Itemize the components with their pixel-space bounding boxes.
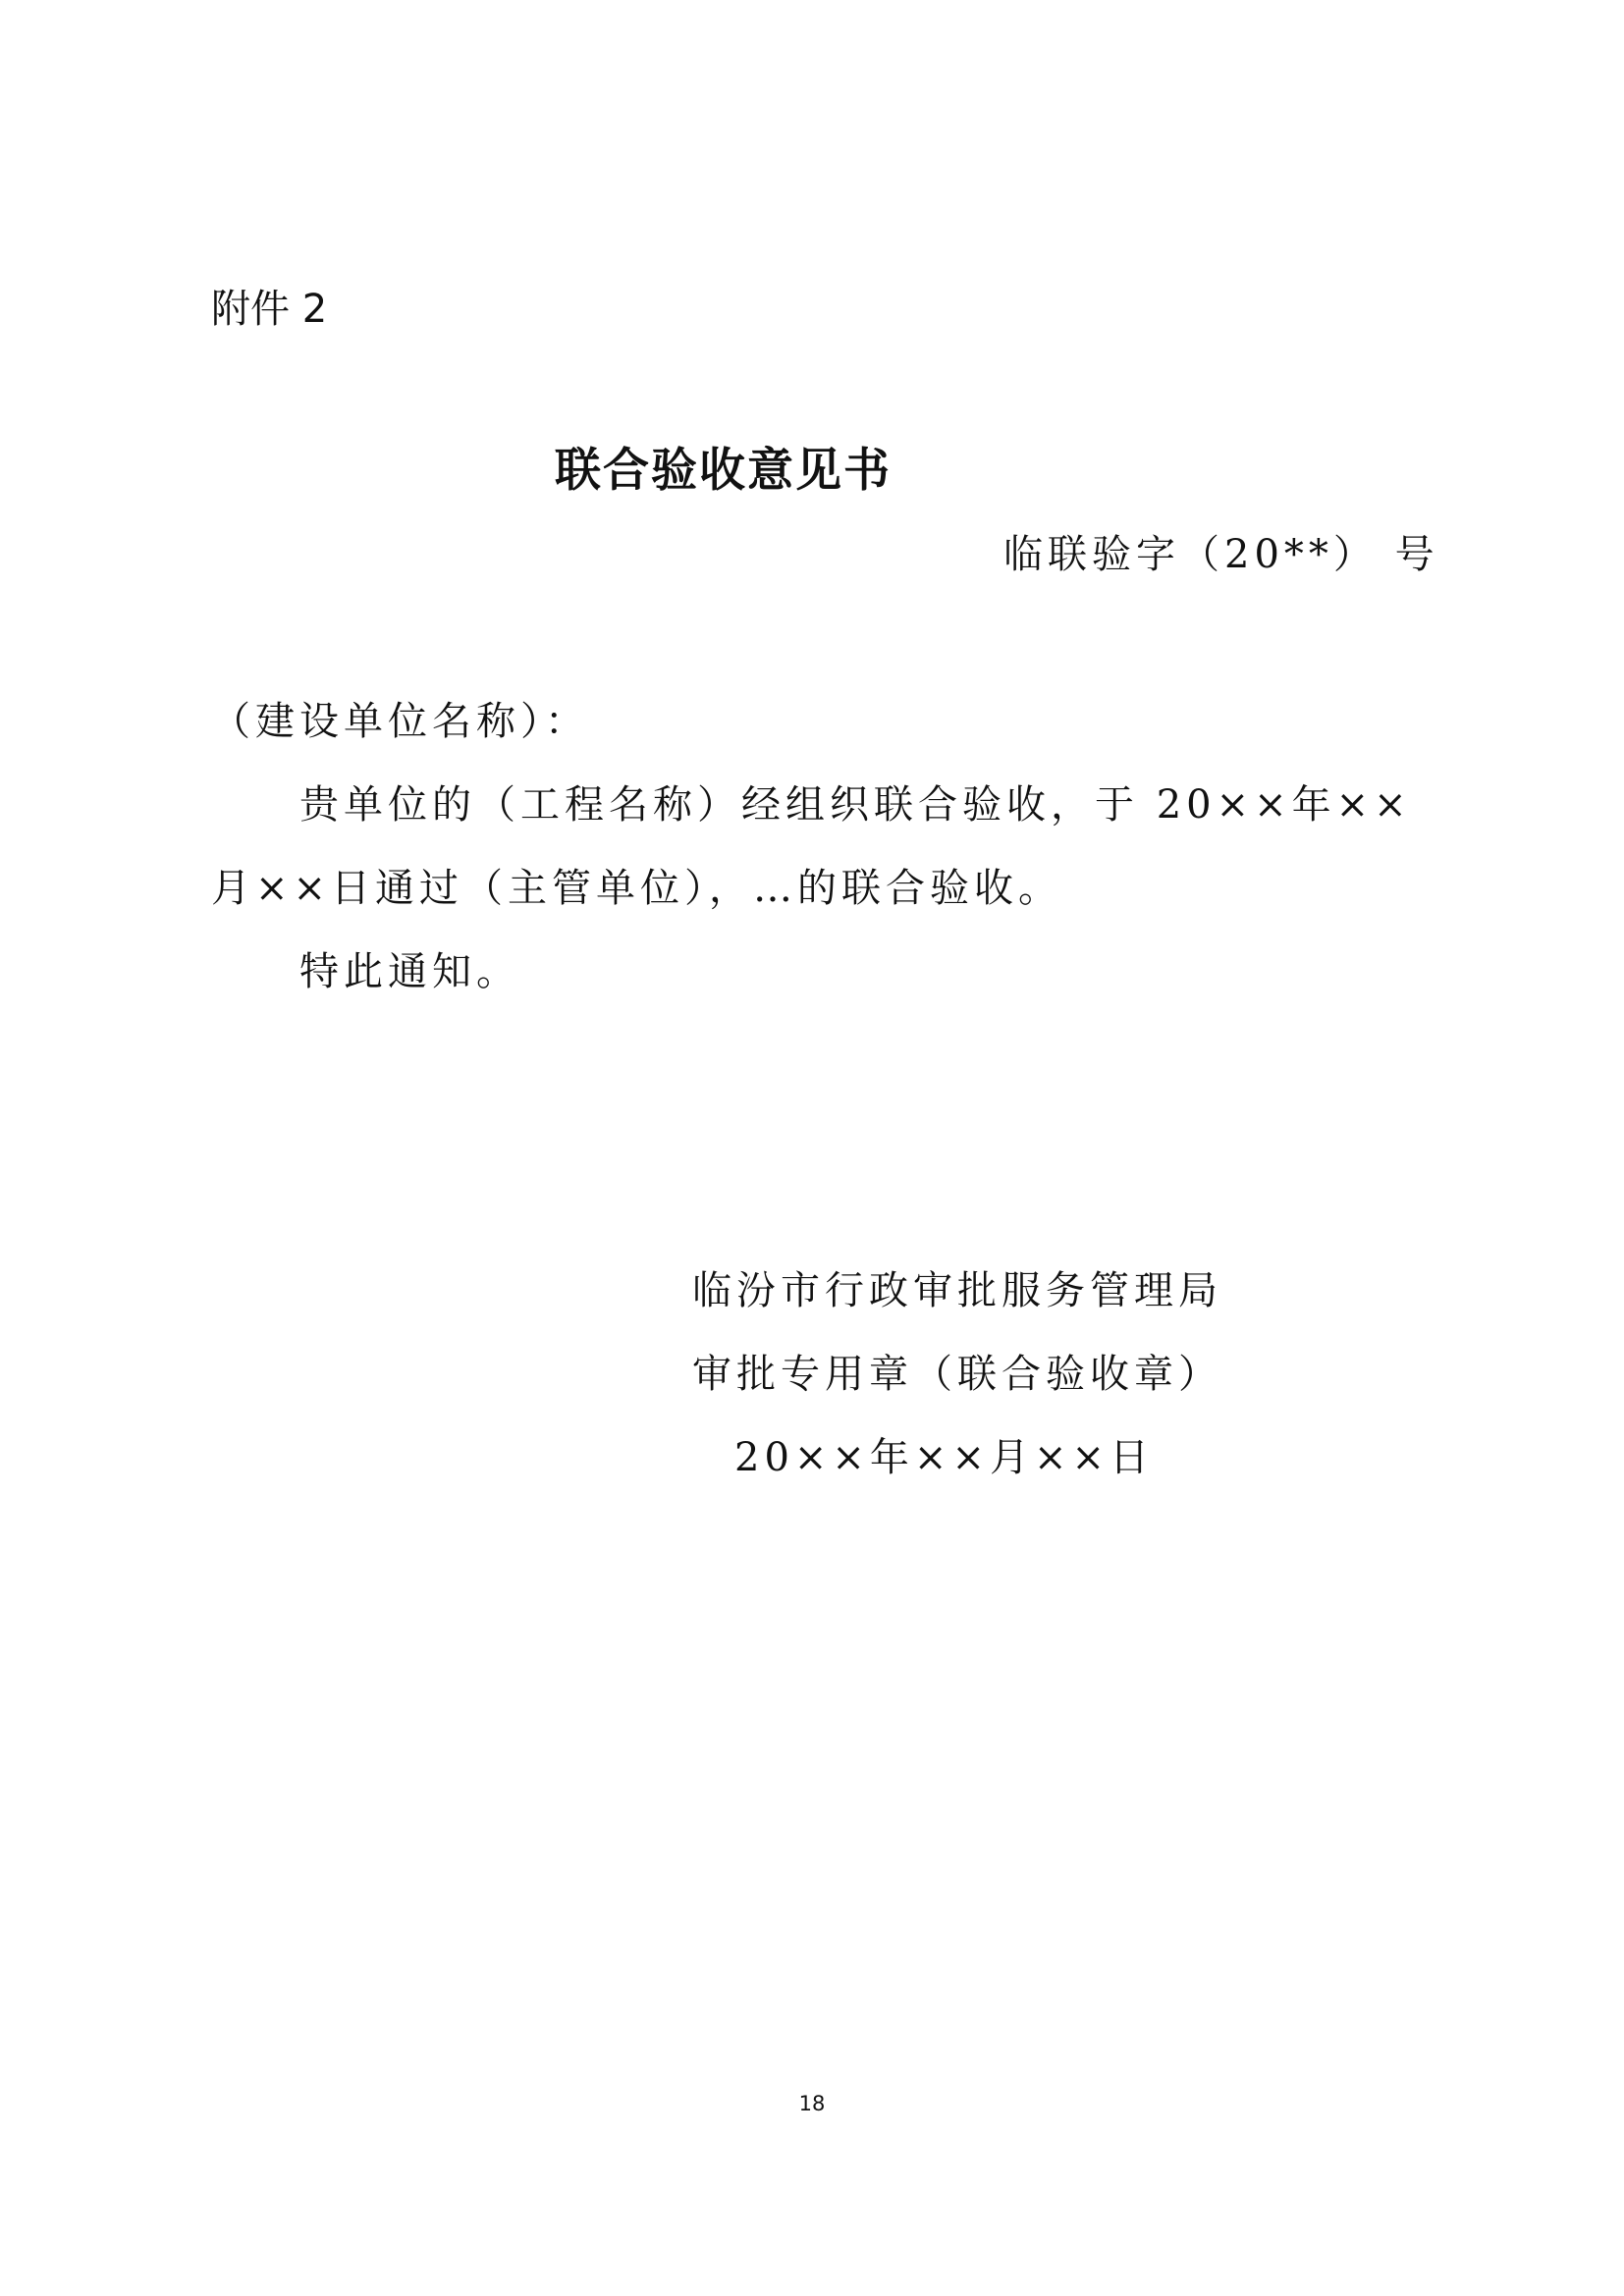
document-title: 联合验收意见书	[555, 444, 892, 498]
page-number: 18	[798, 2092, 826, 2115]
body-paragraph-line-2: 月××日通过（主管单位），…的联合验收。	[211, 866, 1063, 911]
closing-line: 特此通知。	[299, 949, 520, 994]
signature-organization: 临汾市行政审批服务管理局	[692, 1268, 1222, 1313]
signature-seal: 审批专用章（联合验收章）	[692, 1352, 1222, 1397]
attachment-label: 附件 2	[211, 287, 328, 332]
salutation: （建设单位名称）：	[211, 699, 589, 744]
signature-date: 20××年××月××日	[734, 1435, 1154, 1480]
document-number: 临联验字（20**） 号	[1003, 532, 1439, 577]
body-paragraph-line-1: 贵单位的（工程名称）经组织联合验收，于 20××年××	[299, 782, 1412, 828]
